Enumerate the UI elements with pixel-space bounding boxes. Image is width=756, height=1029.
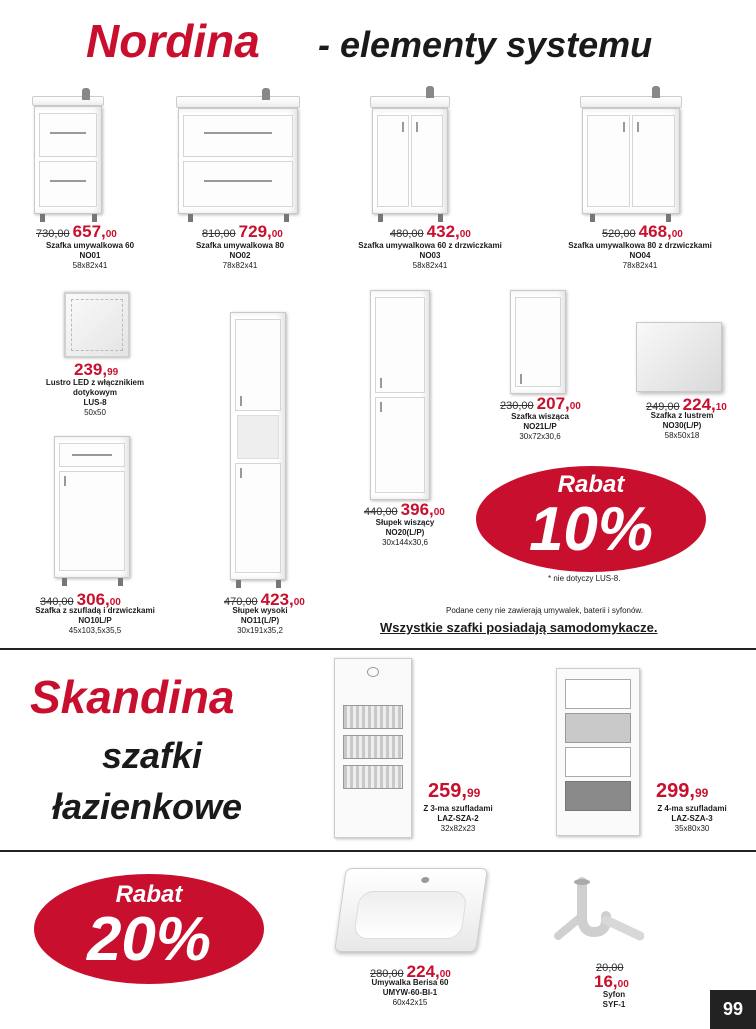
info-no04: Szafka umywalkowa 80 z drzwiczkami NO04 78x82x41 — [568, 241, 712, 270]
info-no30: Szafka z lustrem NO30(L/P) 58x50x18 — [650, 411, 714, 440]
skandina-line2: łazienkowe — [52, 786, 243, 827]
price-no04: 520,00 468,00 — [602, 222, 683, 241]
price-syf-new: 16,00 — [594, 972, 629, 991]
info-no10: Szafka z szufladą i drzwiczkami NO10L/P 45x103,5x35,5 — [35, 606, 155, 635]
page-number: 99 — [710, 990, 756, 1029]
price-laz2: 259,99 — [428, 780, 481, 802]
product-image-umyw — [330, 864, 490, 960]
discount-badge-20: Rabat 20% — [34, 874, 264, 984]
price-no20: 440,00 396,00 — [364, 500, 445, 519]
discount-note: * nie dotyczy LUS-8. — [548, 574, 621, 583]
info-no03: Szafka umywalkowa 60 z drzwiczkami NO03 58x82x41 — [358, 241, 502, 270]
nordina-subtitle: - elementy systemu — [318, 24, 653, 65]
info-lus8: Lustro LED z włącznikiem dotykowym LUS-8 50x50 — [45, 378, 145, 417]
price-umyw: 280,00 224,00 — [370, 962, 451, 981]
info-laz3: Z 4-ma szufladami LAZ-SZA-3 35x80x30 — [657, 804, 727, 833]
price-lus8: 239,99 — [74, 360, 119, 379]
price-no21: 230,00 207,00 — [500, 394, 581, 413]
price-no10: 340,00 306,00 — [40, 590, 121, 609]
price-disclaimer: Podane ceny nie zawierają umywalek, baterii i syfonów. — [446, 606, 643, 615]
price-no30: 249,00 224,10 — [646, 395, 727, 414]
section-divider-2 — [0, 850, 756, 852]
product-image-syf — [548, 876, 644, 962]
info-umyw: Umywalka Berisa 60 UMYW-60-BI-1 60x42x15 — [371, 978, 449, 1007]
product-image-no03 — [368, 86, 452, 223]
price-no11: 470,00 423,00 — [224, 590, 305, 609]
section-divider-1 — [0, 648, 756, 650]
info-laz2: Z 3-ma szufladami LAZ-SZA-2 32x82x23 — [423, 804, 493, 833]
info-no01: Szafka umywalkowa 60 NO01 58x82x41 — [45, 241, 135, 270]
product-image-no01 — [30, 88, 106, 223]
price-no01: 730,00 657,00 — [36, 222, 117, 241]
info-no21: Szafka wisząca NO21L/P 30x72x30,6 — [511, 412, 569, 441]
info-syf: Syfon SYF-1 — [602, 990, 626, 1009]
product-image-no20 — [370, 290, 432, 502]
product-image-no11 — [230, 312, 288, 590]
product-image-laz2 — [334, 658, 414, 840]
product-image-no30 — [636, 322, 724, 394]
price-no02: 810,00 729,00 — [202, 222, 283, 241]
nordina-title: Nordina — [86, 15, 260, 67]
info-no02: Szafka umywalkowa 80 NO02 78x82x41 — [195, 241, 285, 270]
price-syf: 20,00 — [596, 962, 624, 974]
skandina-line1: szafki — [102, 735, 203, 776]
price-laz3: 299,99 — [656, 780, 709, 802]
product-image-laz3 — [556, 668, 642, 838]
product-image-no02 — [174, 88, 302, 223]
product-image-no04 — [578, 86, 684, 223]
soft-close-note: Wszystkie szafki posiadają samodomykacze. — [380, 620, 658, 635]
product-image-no21 — [510, 290, 568, 396]
skandina-title: Skandina — [30, 671, 235, 723]
discount-badge-10: Rabat 10% — [476, 466, 706, 572]
product-image-lus8 — [64, 292, 130, 358]
info-no11: Słupek wysoki NO11(L/P) 30x191x35,2 — [232, 606, 288, 635]
product-image-no10 — [54, 436, 132, 588]
price-no03: 480,00 432,00 — [390, 222, 471, 241]
info-no20: Słupek wiszący NO20(L/P) 30x144x30,6 — [375, 518, 435, 547]
